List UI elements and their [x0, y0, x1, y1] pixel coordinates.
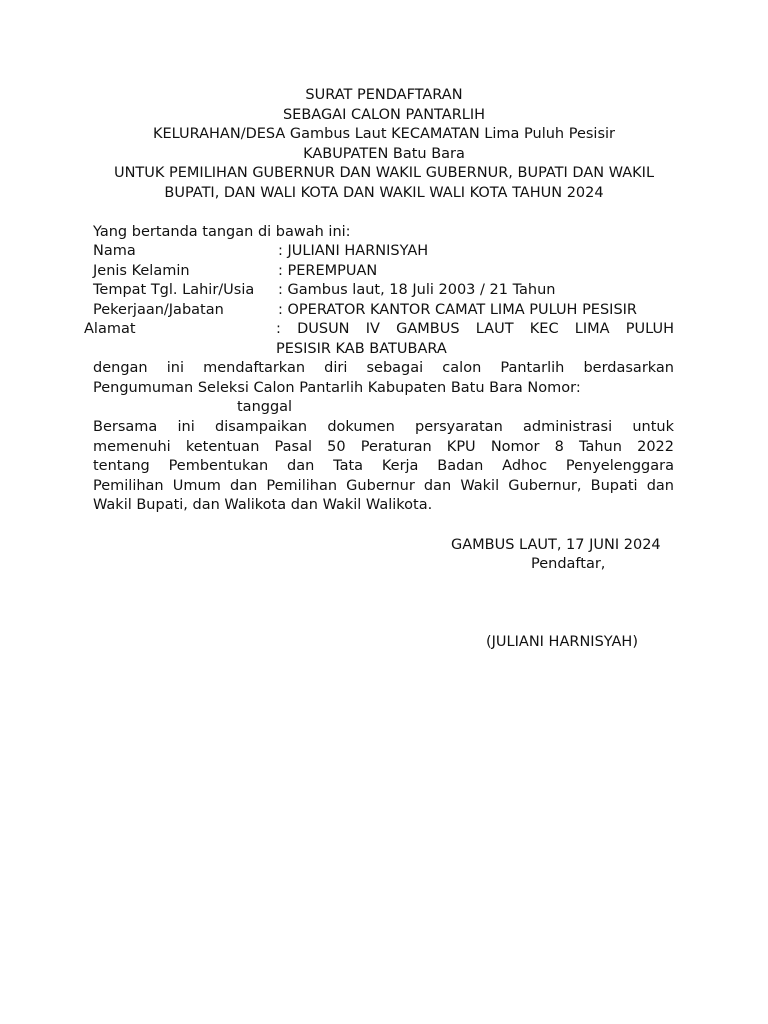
field-value-nama: : JULIANI HARNISYAH [278, 243, 429, 259]
doc-election-line-1: UNTUK PEMILIHAN GUBERNUR DAN WAKIL GUBERNUR, BUPATI DAN WAKIL [113, 165, 655, 181]
doc-regency-line: KABUPATEN Batu Bara [303, 146, 465, 162]
field-value-jenis-kelamin: : PEREMPUAN [278, 263, 378, 279]
field-label-ttl: Tempat Tgl. Lahir/Usia [93, 282, 255, 298]
paragraph-documents-line-4: Pemilihan Umum dan Pemilihan Gubernur dan Wakil Gubernur, Bupati dan [93, 478, 674, 494]
intro-text: Yang bertanda tangan di bawah ini: [93, 224, 351, 240]
field-value-alamat-line-2: PESISIR KAB BATUBARA [276, 341, 447, 357]
paragraph-documents-line-1: Bersama ini disampaikan dokumen persyaratan administrasi untuk [93, 419, 674, 435]
signature-place-date: GAMBUS LAUT, 17 JUNI 2024 [451, 537, 661, 553]
field-value-alamat-line-1: : DUSUN IV GAMBUS LAUT KEC LIMA PULUH [276, 321, 674, 337]
paragraph-documents-line-3: tentang Pembentukan dan Tata Kerja Badan Adhoc Penyelenggara [93, 458, 674, 474]
field-label-pekerjaan: Pekerjaan/Jabatan [93, 302, 224, 318]
signature-role: Pendaftar, [531, 556, 606, 572]
doc-election-line-2: BUPATI, DAN WALI KOTA DAN WAKIL WALI KOTA TAHUN 2024 [164, 185, 604, 201]
paragraph-documents-line-5: Wakil Bupati, dan Walikota dan Wakil Walikota. [93, 497, 433, 513]
field-label-alamat: Alamat [84, 321, 136, 337]
field-label-nama: Nama [93, 243, 136, 259]
doc-location-line: KELURAHAN/DESA Gambus Laut KECAMATAN Lima Puluh Pesisir [152, 126, 615, 142]
doc-subtitle: SEBAGAI CALON PANTARLIH [282, 107, 486, 123]
field-value-ttl: : Gambus laut, 18 Juli 2003 / 21 Tahun [278, 282, 556, 298]
signature-name: (JULIANI HARNISYAH) [486, 634, 638, 650]
paragraph-registration-line-1: dengan ini mendaftarkan diri sebagai calon Pantarlih berdasarkan [93, 360, 674, 376]
paragraph-documents-line-2: memenuhi ketentuan Pasal 50 Peraturan KPU Nomor 8 Tahun 2022 [93, 439, 674, 455]
field-value-pekerjaan: : OPERATOR KANTOR CAMAT LIMA PULUH PESISIR [278, 302, 638, 318]
field-label-jenis-kelamin: Jenis Kelamin [93, 263, 190, 279]
paragraph-registration-line-2: Pengumuman Seleksi Calon Pantarlih Kabupaten Batu Bara Nomor: [93, 380, 581, 396]
doc-title: SURAT PENDAFTARAN [305, 87, 463, 103]
paragraph-registration-date-label: tanggal [237, 399, 293, 415]
